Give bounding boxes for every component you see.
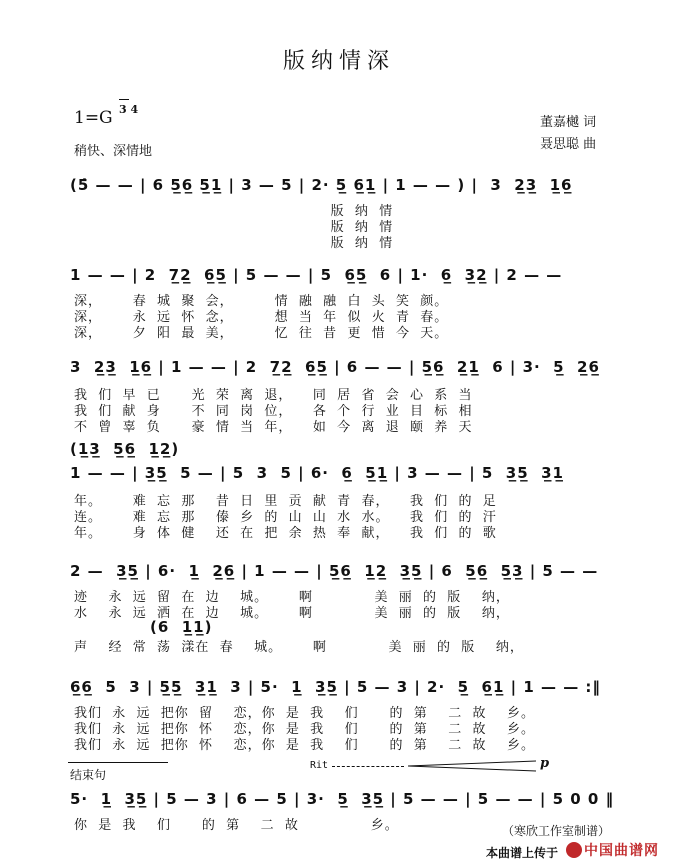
ritardando-marking: Rit [310,760,329,771]
lyric-line: 不 曾 辜 负 豪 情 当 年， 如 今 离 退 颐 养 天 [74,420,473,435]
notation-line: 5· 1̲ 3̲5̲ | 5 — 3 | 6 — 5 | 3· 5̲ 3̲5̲ | 5 — — | 5 — — | 5 0 0 ‖ [70,790,615,808]
lyric-line: 我 们 早 已 光 荣 离 退， 同 居 省 会 心 系 当 [74,388,473,403]
lyric-line: 深， 夕 阳 最 美， 忆 往 昔 更 惜 今 天。 [74,326,449,341]
lyricist-credit: 董嘉樾 词 [540,115,597,130]
notation-variant: (6 1̲1̲) [150,618,213,636]
time-signature-bottom: 4 [130,103,139,116]
lyric-line: 版 纳 情 [74,220,394,235]
lyric-line: 版 纳 情 [74,204,394,219]
ending-label [70,766,106,783]
notation-line: 3 2̲3̲ 1̲6̲ | 1 — — | 2 7̲2̲ 6̲5̲ | 6 — — | 5̲6̲ 2̲1̲ 6 | 3· 5̲ 2̲6̲ [70,358,600,376]
time-signature [119,104,138,116]
notation-line: (5̇ — — | 6 5̲6̲ 5̲1̲ | 3 — 5 | 2· 5̲ 6̲1̲ | 1 — — ) | 3 2̲3̲ 1̲6̲ [70,176,573,194]
time-signature-top: 3 [119,103,127,116]
song-title: 版纳情深 [282,49,395,74]
key-signature: 1=G [74,108,113,128]
notation-prefix: (1̲3̲ 5̲6̲ 1̲2̲) [70,440,180,458]
transcriber-credit: （寒欣工作室制谱） [502,824,611,838]
ritardando-dash [332,766,404,767]
decrescendo-hairpin [408,760,538,772]
notation-line: 6̲6̲ 5 3 | 5̲5̲ 3̲1̲ 3 | 5· 1̲ 3̲5̲ | 5 — 3 | 2· 5̲ 6̲1̲ | 1 — — :‖ [70,678,601,696]
ending-label-text: 结束句 [70,768,107,782]
lyric-line: 年。 难 忘 那 昔 日 里 贡 献 青 春， 我 们 的 足 [74,494,497,509]
lyric-line: 你 是 我 们 的 第 二 故 乡。 [74,818,399,833]
tempo-marking: 稍快、深情地 [74,144,153,159]
notation-line: 1 — — | 3̲5̲ 5 — | 5 3 5 | 6· 6̲ 5̲1̲ | 3 — — | 5 3̲5̲ 3̲1̲ [70,464,564,482]
lyric-line: 深， 春 城 聚 会， 情 融 融 白 头 笑 颜。 [74,294,449,309]
lyric-line: 我们 永 远 把你 留 恋，你 是 我 们 的 第 二 故 乡。 [74,706,536,721]
site-logo-text: 中国曲谱网 [584,843,659,859]
lyric-line: 我 们 献 身 不 同 岗 位， 各 个 行 业 目 标 相 [74,404,473,419]
composer-credit: 聂思聪 曲 [540,137,597,152]
lyric-line: 年。 身 体 健 还 在 把 余 热 奉 献， 我 们 的 歌 [74,526,497,541]
lyric-line: 我们 永 远 把你 怀 恋，你 是 我 们 的 第 二 故 乡。 [74,738,536,753]
notation-line: 1 — — | 2 7̲2̲ 6̲5̲ | 5 — — | 5 6̲5̲ 6 | 1· 6̲ 3̲2̲ | 2 — — [70,266,563,284]
variant-notes [150,618,270,636]
prefix-notes [70,440,618,460]
notation-line: 2 — 3̲5̲ | 6· 1̲ 2̲6̲ | 1 — — | 5̲6̲ 1̲2̲ 3̲5̲ | 6 5̲6̲ 5̲3̲ | 5 — — [70,562,599,580]
dynamic-piano: p [540,756,550,771]
site-logo-icon [566,842,582,858]
lyric-line: 连。 难 忘 那 傣 乡 的 山 山 水 水。 我 们 的 汗 [74,510,497,525]
lyric-line: 水 永 远 洒 在 边 城。 啊 美 丽 的 版 纳， [74,606,510,621]
lyric-line: 迹 永 远 留 在 边 城。 啊 美 丽 的 版 纳， [74,590,510,605]
upload-note: 本曲谱上传于 [486,846,559,860]
lyric-line: 版 纳 情 [74,236,394,251]
lyric-line: 深， 永 远 怀 念， 想 当 年 似 火 青 春。 [74,310,449,325]
lyric-line: 声 经 常 荡 漾在 春 城。 啊 美 丽 的 版 纳， [74,640,524,655]
lyric-line: 我们 永 远 把你 怀 恋，你 是 我 们 的 第 二 故 乡。 [74,722,536,737]
